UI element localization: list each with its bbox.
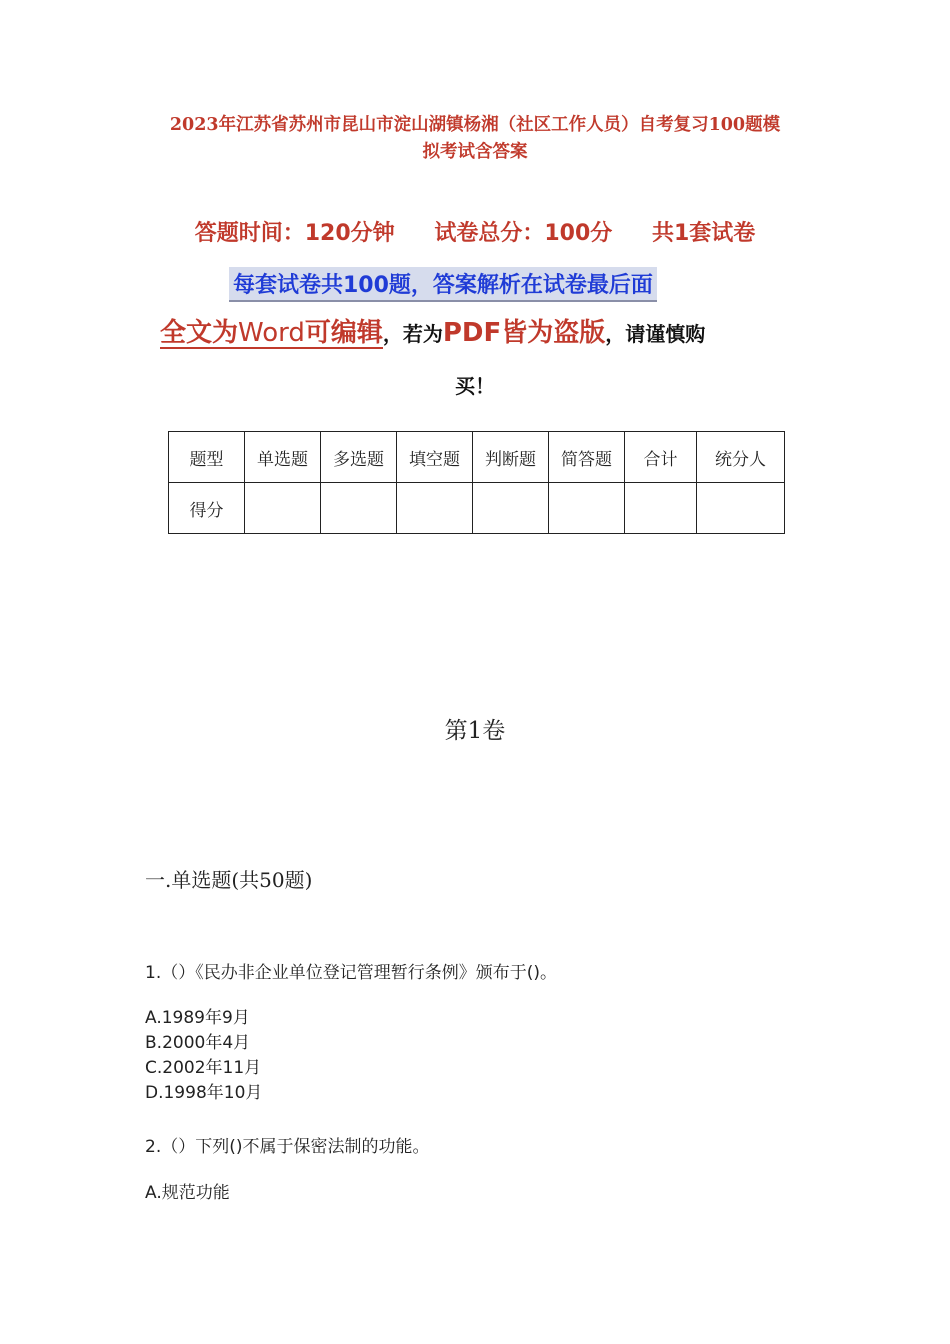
word-notice: [160, 312, 800, 349]
header-cell-type: 题型: [169, 432, 245, 483]
score-cell: [245, 483, 321, 534]
volume-heading: 第1卷: [444, 718, 506, 744]
title-line-1: 2023年江苏省苏州市昆山市淀山湖镇杨湘（社区工作人员）自考复习100题模: [169, 115, 781, 135]
option-a: A.规范功能: [145, 1183, 230, 1203]
exam-meta: [0, 216, 950, 247]
word-notice-end: 买！: [455, 374, 495, 398]
header-cell-judge: 判断题: [473, 432, 549, 483]
word-notice-part1: 全文为: [160, 318, 239, 348]
header-cell-grader: 统分人: [697, 432, 785, 483]
header-cell-total: 合计: [625, 432, 697, 483]
score-table-score-row: [169, 483, 785, 534]
question-2-options: [145, 1181, 230, 1206]
section-heading: 一.单选题(共50题): [145, 868, 313, 892]
header-cell-multi: 多选题: [321, 432, 397, 483]
score-cell: [473, 483, 549, 534]
header-cell-single: 单选题: [245, 432, 321, 483]
document-title: [120, 112, 830, 166]
word-notice-part5: PDF皆为盗版: [442, 318, 606, 348]
score-cell: [625, 483, 697, 534]
word-notice-part2: Word: [238, 318, 305, 348]
option-a: A.1989年9月: [145, 1008, 250, 1028]
score-cell: [697, 483, 785, 534]
question-1-text: 1.（）《民办非企业单位登记管理暂行条例》颁布于()。: [145, 963, 557, 983]
score-cell: [397, 483, 473, 534]
score-table: [168, 431, 785, 534]
option-c: C.2002年11月: [145, 1058, 262, 1078]
score-row-label: 得分: [169, 483, 245, 534]
exam-total-score: 试卷总分：100分: [434, 221, 613, 246]
question-2-text: 2.（）下列()不属于保密法制的功能。: [145, 1137, 430, 1157]
option-b: B.2000年4月: [145, 1033, 251, 1053]
score-table-header-row: [169, 432, 785, 483]
option-d: D.1998年10月: [145, 1083, 263, 1103]
score-cell: [321, 483, 397, 534]
word-notice-part4: ，若为: [382, 322, 443, 346]
header-cell-short: 简答题: [549, 432, 625, 483]
score-cell: [549, 483, 625, 534]
header-cell-fill: 填空题: [397, 432, 473, 483]
question-1-options: [145, 1006, 262, 1106]
exam-sets: 共1套试卷: [651, 221, 756, 246]
word-notice-part6: ，请谨慎购: [605, 322, 706, 346]
notice-banner: 每套试卷共100题，答案解析在试卷最后面: [229, 267, 657, 302]
title-line-2: 拟考试含答案: [422, 142, 528, 162]
word-notice-part3: 可编辑: [304, 318, 383, 348]
exam-time: 答题时间：120分钟: [194, 221, 395, 246]
